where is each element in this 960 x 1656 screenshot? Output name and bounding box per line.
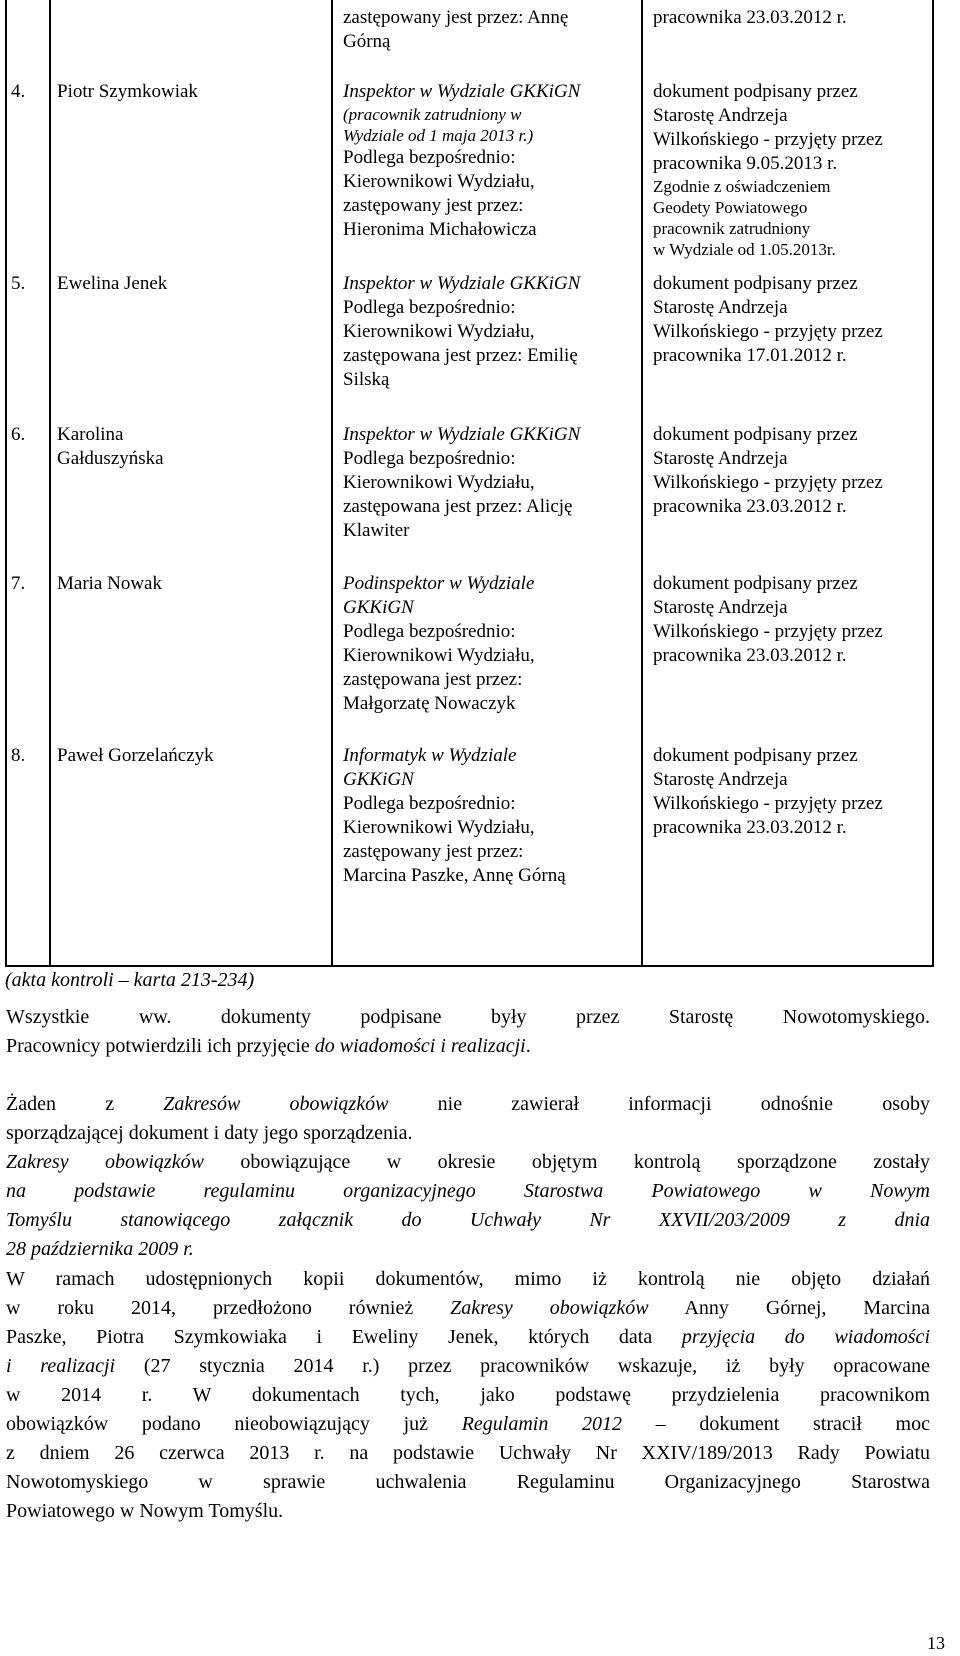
document-status-text: pracownika 23.03.2012 r. — [653, 645, 847, 666]
position-text: Podlega bezpośrednio: — [343, 793, 516, 814]
position-text: zastępowany jest przez: — [343, 841, 524, 862]
paragraph-text: . — [525, 1035, 531, 1057]
paragraph-text: z dniem 26 czerwca 2013 r. na podstawie Uchwały Nr XXIV/189/2013 Rady Powiatu — [6, 1442, 930, 1464]
page-number: 13 — [927, 1633, 945, 1653]
paragraph-text: obowiązujące w okresie objętym kontrolą sporządzone zostały — [203, 1151, 930, 1173]
paragraph-text: obowiązków podano nieobowiązujący już — [6, 1413, 462, 1435]
position-text: Małgorzatę Nowaczyk — [343, 693, 516, 714]
paragraph-text: Nowotomyskiego w sprawie uchwalenia Regulaminu Organizacyjnego Starostwa — [6, 1471, 930, 1493]
paragraph-text: do wiadomości i realizacji — [314, 1035, 526, 1057]
position-text: Kierownikowi Wydziału, — [343, 472, 535, 493]
body-paragraph — [6, 1003, 930, 1061]
row-number: 4. — [11, 81, 26, 102]
table-row — [7, 744, 932, 888]
document-status-text: pracownik zatrudniony — [653, 219, 811, 238]
document-status-text: pracownika 17.01.2012 r. — [653, 345, 847, 366]
paragraph-text: Paszke, Piotra Szymkowiaka i Eweliny Jenek, których data — [6, 1326, 682, 1348]
position-text: Informatyk w Wydziale — [343, 745, 517, 766]
paragraph-text: Pracownicy potwierdzili ich przyjęcie — [6, 1035, 315, 1057]
row-number: 8. — [11, 745, 26, 766]
paragraph-text: Wszystkie ww. dokumenty podpisane były przez Starostę Nowotomyskiego. — [6, 1006, 930, 1028]
body-paragraph — [6, 1090, 930, 1148]
employee-name: Ewelina Jenek — [57, 273, 168, 294]
position-text: zastępowana jest przez: Alicję — [343, 496, 573, 517]
paragraph-text: (27 stycznia 2014 r.) przez pracowników wskazuje, iż były opracowane — [115, 1355, 930, 1377]
paragraph-text: Zakresy obowiązków — [450, 1297, 649, 1319]
paragraph-text: i realizacji — [6, 1355, 116, 1377]
position-text: Kierownikowi Wydziału, — [343, 817, 535, 838]
position-text: Marcina Paszke, Annę Górną — [343, 865, 566, 886]
position-text: Kierownikowi Wydziału, — [343, 645, 535, 666]
document-status-text: dokument podpisany przez — [653, 424, 858, 445]
position-text: zastępowany jest przez: Annę — [343, 7, 569, 28]
paragraph-text: – dokument stracił moc — [622, 1413, 930, 1435]
document-status-text: Wilkońskiego - przyjęty przez — [653, 129, 883, 150]
position-text: Podinspektor w Wydziale — [343, 573, 535, 594]
paragraph-text: W ramach udostępnionych kopii dokumentów, mimo iż kontrolą nie objęto działań — [6, 1268, 930, 1290]
document-status-text: Starostę Andrzeja — [653, 105, 788, 126]
paragraph-text: sporządzającej dokument i daty jego sporządzenia. — [6, 1122, 413, 1144]
position-text: Inspektor w Wydziale GKKiGN — [343, 273, 581, 294]
staff-table — [5, 0, 934, 967]
position-text: Kierownikowi Wydziału, — [343, 321, 535, 342]
document-status-text: pracownika 9.05.2013 r. — [653, 153, 838, 174]
position-text: Klawiter — [343, 520, 410, 541]
document-status-text: Starostę Andrzeja — [653, 769, 788, 790]
employee-name: Piotr Szymkowiak — [57, 81, 198, 102]
paragraph-text: Żaden z — [6, 1093, 164, 1115]
paragraph-text: Powiatowego w Nowym Tomyślu. — [6, 1500, 284, 1522]
paragraph-text: przyjęcia do wiadomości — [681, 1326, 930, 1348]
position-text: Silską — [343, 369, 390, 390]
paragraph-text: w 2014 r. W dokumentach tych, jako podstawę przydzielenia pracownikom — [6, 1384, 930, 1406]
employee-name: Karolina — [57, 424, 124, 445]
position-text: Hieronima Michałowicza — [343, 219, 537, 240]
position-text: Podlega bezpośrednio: — [343, 448, 516, 469]
table-row — [7, 80, 932, 260]
reference-note: (akta kontroli – karta 213-234) — [5, 969, 255, 991]
row-number: 6. — [11, 424, 26, 445]
document-status-text: Wilkońskiego - przyjęty przez — [653, 472, 883, 493]
table-row — [7, 572, 932, 716]
position-text: Inspektor w Wydziale GKKiGN — [343, 424, 581, 445]
body-paragraph — [6, 1265, 930, 1526]
paragraph-text: Tomyślu stanowiącego załącznik do Uchwały Nr XXVII/203/2009 z dnia — [6, 1209, 930, 1231]
position-text: (pracownik zatrudniony w — [343, 105, 522, 124]
position-text: Podlega bezpośrednio: — [343, 621, 516, 642]
document-status-text: pracownika 23.03.2012 r. — [653, 7, 847, 28]
document-status-text: dokument podpisany przez — [653, 573, 858, 594]
position-text: zastępowana jest przez: Emilię — [343, 345, 578, 366]
document-status-text: Starostę Andrzeja — [653, 448, 788, 469]
paragraph-text: Regulamin 2012 — [461, 1413, 623, 1435]
paragraph-text: Zakresy obowiązków — [6, 1151, 204, 1173]
position-text: zastępowana jest przez: — [343, 669, 523, 690]
table-row — [7, 272, 932, 392]
employee-name: Maria Nowak — [57, 573, 162, 594]
row-number: 5. — [11, 273, 26, 294]
paragraph-text: w roku 2014, przedłożono również — [6, 1297, 451, 1319]
row-number: 7. — [11, 573, 26, 594]
position-text: Podlega bezpośrednio: — [343, 297, 516, 318]
employee-name: Gałduszyńska — [57, 448, 164, 469]
document-status-text: dokument podpisany przez — [653, 273, 858, 294]
position-text: Wydziale od 1 maja 2013 r.) — [343, 126, 534, 145]
position-text: Kierownikowi Wydziału, — [343, 171, 535, 192]
paragraph-text: nie zawierał informacji odnośnie osoby — [388, 1093, 930, 1115]
paragraph-text: 28 października 2009 r. — [6, 1238, 194, 1260]
table-row — [7, 6, 932, 54]
document-status-text: pracownika 23.03.2012 r. — [653, 496, 847, 517]
position-text: Podlega bezpośrednio: — [343, 147, 516, 168]
document-status-text: dokument podpisany przez — [653, 81, 858, 102]
paragraph-text: na podstawie regulaminu organizacyjnego Starostwa Powiatowego w Nowym — [6, 1180, 930, 1202]
paragraph-text: Zakresów obowiązków — [163, 1093, 389, 1115]
position-text: GKKiGN — [343, 769, 414, 790]
document-status-text: Wilkońskiego - przyjęty przez — [653, 321, 883, 342]
document-status-text: Wilkońskiego - przyjęty przez — [653, 793, 883, 814]
document-status-text: Starostę Andrzeja — [653, 597, 788, 618]
position-text: zastępowany jest przez: — [343, 195, 524, 216]
document-status-text: Zgodnie z oświadczeniem — [653, 177, 831, 196]
document-status-text: pracownika 23.03.2012 r. — [653, 817, 847, 838]
table-row — [7, 423, 932, 543]
document-status-text: Wilkońskiego - przyjęty przez — [653, 621, 883, 642]
document-status-text: Geodety Powiatowego — [653, 198, 808, 217]
employee-name: Paweł Gorzelańczyk — [57, 745, 214, 766]
position-text: GKKiGN — [343, 597, 414, 618]
document-status-text: dokument podpisany przez — [653, 745, 858, 766]
position-text: Inspektor w Wydziale GKKiGN — [343, 81, 581, 102]
document-status-text: Starostę Andrzeja — [653, 297, 788, 318]
body-paragraph — [6, 1148, 930, 1264]
paragraph-text: Anny Górnej, Marcina — [648, 1297, 930, 1319]
position-text: Górną — [343, 31, 391, 52]
document-status-text: w Wydziale od 1.05.2013r. — [653, 240, 836, 259]
